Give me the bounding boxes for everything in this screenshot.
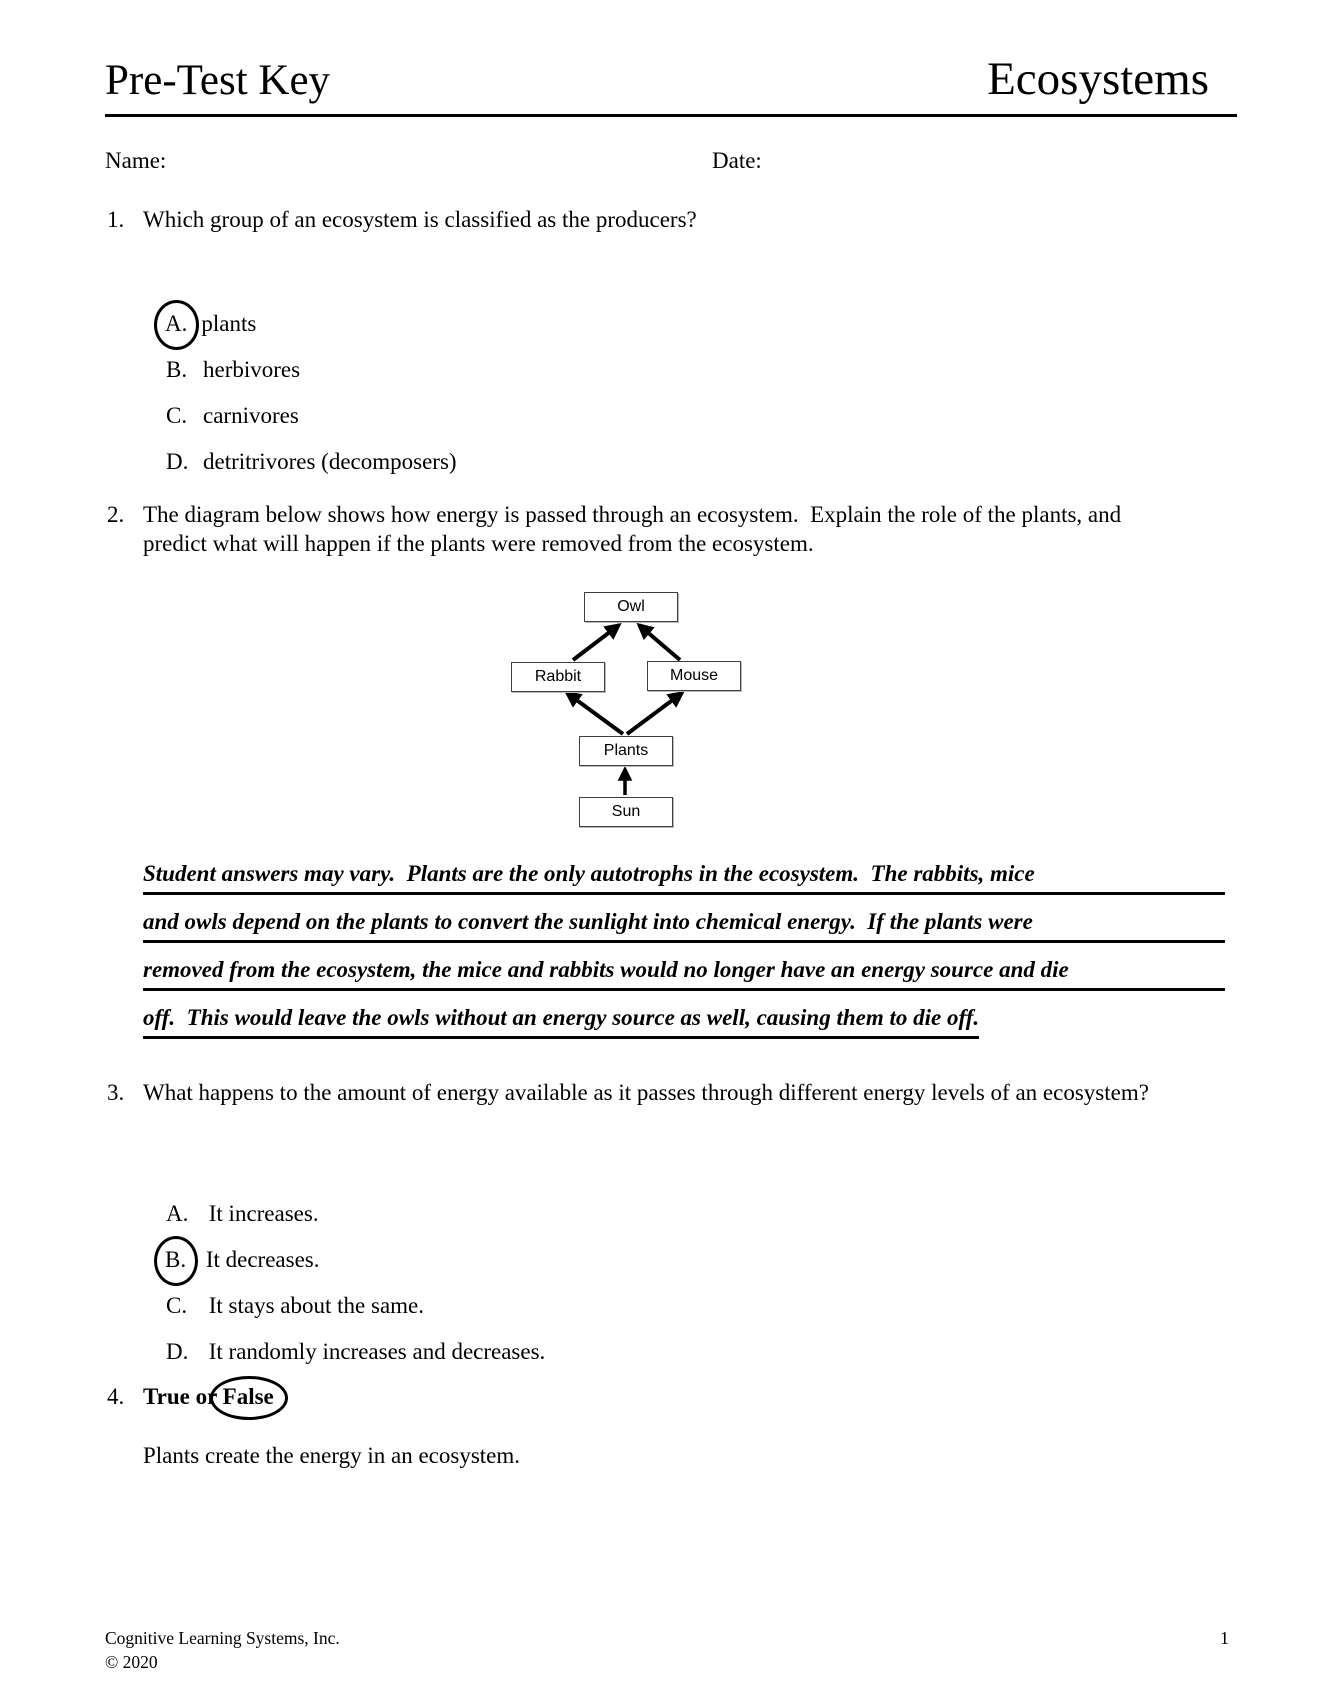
footer-copyright: © 2020: [105, 1652, 158, 1672]
food-web-diagram: [105, 580, 1233, 835]
question-1: [107, 205, 697, 234]
answer-circle-false: False: [210, 1376, 288, 1420]
question-1-text: Which group of an ecosystem is classified as the producers?: [143, 207, 697, 232]
option-b-text: herbivores: [203, 357, 301, 382]
statement-indent: [107, 1441, 143, 1470]
question-2-number: 2.: [107, 502, 125, 527]
page-footer: [105, 1626, 1235, 1674]
question-2-answer: [143, 860, 1225, 1052]
question-4-statement: Plants create the energy in an ecosystem.: [143, 1443, 521, 1468]
name-label: Name:: [105, 148, 167, 173]
option-a-text: plants: [201, 311, 257, 336]
option-b-letter: B.: [166, 357, 188, 382]
diagram-node-owl: Owl: [584, 592, 678, 622]
q3-option-d-text: It randomly increases and decreases.: [208, 1339, 546, 1364]
question-3: [107, 1078, 1213, 1107]
page-number: 1: [1220, 1628, 1229, 1648]
q3-option-d-letter: D.: [166, 1339, 189, 1364]
answer-circle-b: B.: [154, 1236, 198, 1286]
question-4: [107, 1382, 288, 1414]
question-1-number: 1.: [107, 207, 125, 232]
answer-line-1: Student answers may vary. Plants are the only autotrophs in the ecosystem. The rabbits, mice: [143, 860, 1225, 895]
option-c-letter: C.: [166, 403, 188, 428]
arrow-plants-to-rabbit: [567, 693, 623, 734]
question-2-text: The diagram below shows how energy is passed through an ecosystem. Explain the role of the plants, and predict what will happen if the plants were removed from the ecosystem.: [143, 502, 1127, 556]
diagram-node-rabbit: Rabbit: [511, 662, 605, 692]
question-2: [107, 500, 1153, 558]
footer-company: Cognitive Learning Systems, Inc.: [105, 1628, 340, 1648]
answer-line-2: and owls depend on the plants to convert the sunlight into chemical energy. If the plants were: [143, 908, 1225, 943]
answer-line-3: removed from the ecosystem, the mice and rabbits would no longer have an energy source and die: [143, 956, 1225, 991]
name-date-row: [105, 148, 1237, 178]
q3-option-c-letter: C.: [166, 1293, 188, 1318]
question-1-option-d: [143, 420, 457, 504]
arrow-plants-to-mouse: [627, 693, 682, 734]
unit-title: Ecosystems: [987, 53, 1209, 105]
question-3-number: 3.: [107, 1080, 125, 1105]
question-3-text: What happens to the amount of energy available as it passes through different energy levels of an ecosystem?: [143, 1080, 1149, 1105]
diagram-node-sun: Sun: [579, 797, 673, 827]
arrow-rabbit-to-owl: [573, 625, 619, 660]
question-4-text: [143, 1382, 288, 1414]
question-4-statement-row: [107, 1441, 520, 1470]
option-c-text: carnivores: [203, 403, 299, 428]
document-title: Pre-Test Key: [105, 57, 331, 104]
arrow-mouse-to-owl: [639, 625, 680, 660]
page-header: [105, 54, 1237, 117]
question-4-number: 4.: [107, 1384, 125, 1409]
answer-circle-a: A.: [154, 300, 199, 350]
q3-option-c-text: It stays about the same.: [208, 1293, 425, 1318]
true-or-label: True or: [143, 1384, 217, 1409]
date-label: Date:: [712, 148, 762, 173]
diagram-node-mouse: Mouse: [647, 661, 741, 691]
q3-option-a-text: It increases.: [208, 1201, 319, 1226]
diagram-node-plants: Plants: [579, 736, 673, 766]
answer-line-4: off. This would leave the owls without an energy source as well, causing them to die off.: [143, 1004, 979, 1039]
option-d-text: detritrivores (decomposers): [203, 449, 457, 474]
q3-option-b-text: It decreases.: [205, 1247, 320, 1272]
q3-option-a-letter: A.: [166, 1201, 189, 1226]
option-d-letter: D.: [166, 449, 189, 474]
